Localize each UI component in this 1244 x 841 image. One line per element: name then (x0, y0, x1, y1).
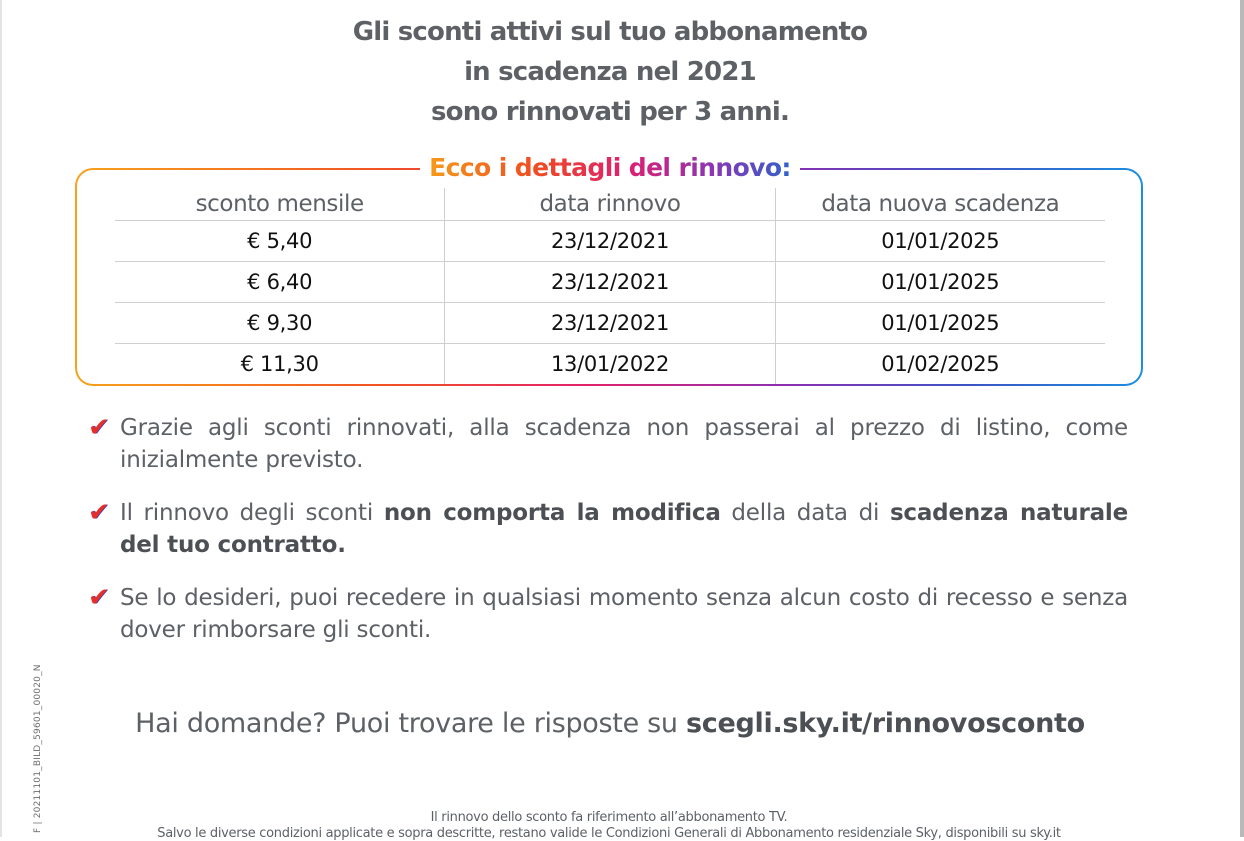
headline-line-2: in scadenza nel 2021 (464, 57, 756, 87)
bullet-no-list-price (88, 412, 1128, 476)
cell-expiry-date: 01/02/2025 (775, 344, 1105, 384)
footer-note-2: Salvo le diverse condizioni applicate e sopra descritte, restano valide le Condizioni Generali di Abbonamento residenziale Sky, disponibili su sky.it (157, 826, 1061, 841)
bullet-text-part: Il rinnovo degli sconti (120, 500, 384, 526)
cell-expiry-date: 01/01/2025 (775, 303, 1105, 343)
checkmark-icon: ✔ (88, 498, 110, 528)
cell-renewal-date: 23/12/2021 (444, 303, 774, 343)
header-new-expiry-date: data nuova scadenza (775, 188, 1105, 220)
cell-discount: € 6,40 (247, 270, 313, 294)
bullet-withdrawal (88, 582, 1128, 646)
cell-discount: € 9,30 (247, 311, 313, 335)
cell-discount: € 5,40 (247, 229, 313, 253)
cell-renewal-date: 13/01/2022 (444, 344, 774, 384)
bullet-text-part: della data di (720, 500, 890, 526)
bullet-text-emphasis: scadenza naturale del tuo contratto. (120, 500, 1128, 558)
table-row (115, 344, 1105, 384)
headline-line-3: sono rinnovati per 3 anni. (430, 97, 790, 127)
footer-note-1: Il rinnovo dello sconto fa riferimento all’abbonamento TV. (430, 810, 788, 825)
cell-expiry-date: 01/01/2025 (775, 221, 1105, 261)
headline (300, 12, 920, 132)
faq-prefix: Hai domande? Puoi trovare le risposte su (135, 708, 687, 739)
bullet-no-contract-change (88, 497, 1128, 561)
details-title (420, 150, 800, 186)
bullet-text-emphasis: non comporta la modifica (383, 500, 721, 526)
headline-line-1: Gli sconti attivi sul tuo abbonamento (352, 17, 868, 47)
header-renewal-date: data rinnovo (444, 188, 774, 220)
document-code: F | 20211101_BILD_59601_00020_N (33, 664, 43, 833)
table-row (115, 221, 1105, 262)
bullet-text (120, 497, 1128, 561)
faq-line (100, 704, 1120, 744)
bullet-text: Grazie agli sconti rinnovati, alla scadenza non passerai al prezzo di listino, come inizialmente previsto. (120, 415, 1128, 473)
renewal-table (115, 188, 1105, 384)
faq-link[interactable]: scegli.sky.it/rinnovosconto (686, 708, 1085, 739)
table-row (115, 262, 1105, 303)
cell-renewal-date: 23/12/2021 (444, 221, 774, 261)
table-header-row (115, 188, 1105, 221)
page-edge-left (0, 0, 2, 837)
cell-discount: € 11,30 (240, 352, 319, 376)
header-monthly-discount: sconto mensile (195, 191, 364, 217)
bullet-text: Se lo desideri, puoi recedere in qualsiasi momento senza alcun costo di recesso e senza dover rimborsare gli sconti. (120, 585, 1128, 643)
cell-expiry-date: 01/01/2025 (775, 262, 1105, 302)
checkmark-icon: ✔ (88, 583, 110, 613)
table-row (115, 303, 1105, 344)
checkmark-icon: ✔ (88, 413, 110, 443)
cell-renewal-date: 23/12/2021 (444, 262, 774, 302)
page-edge-right (1240, 0, 1244, 837)
details-title-text: Ecco i dettagli del rinnovo: (429, 153, 791, 182)
